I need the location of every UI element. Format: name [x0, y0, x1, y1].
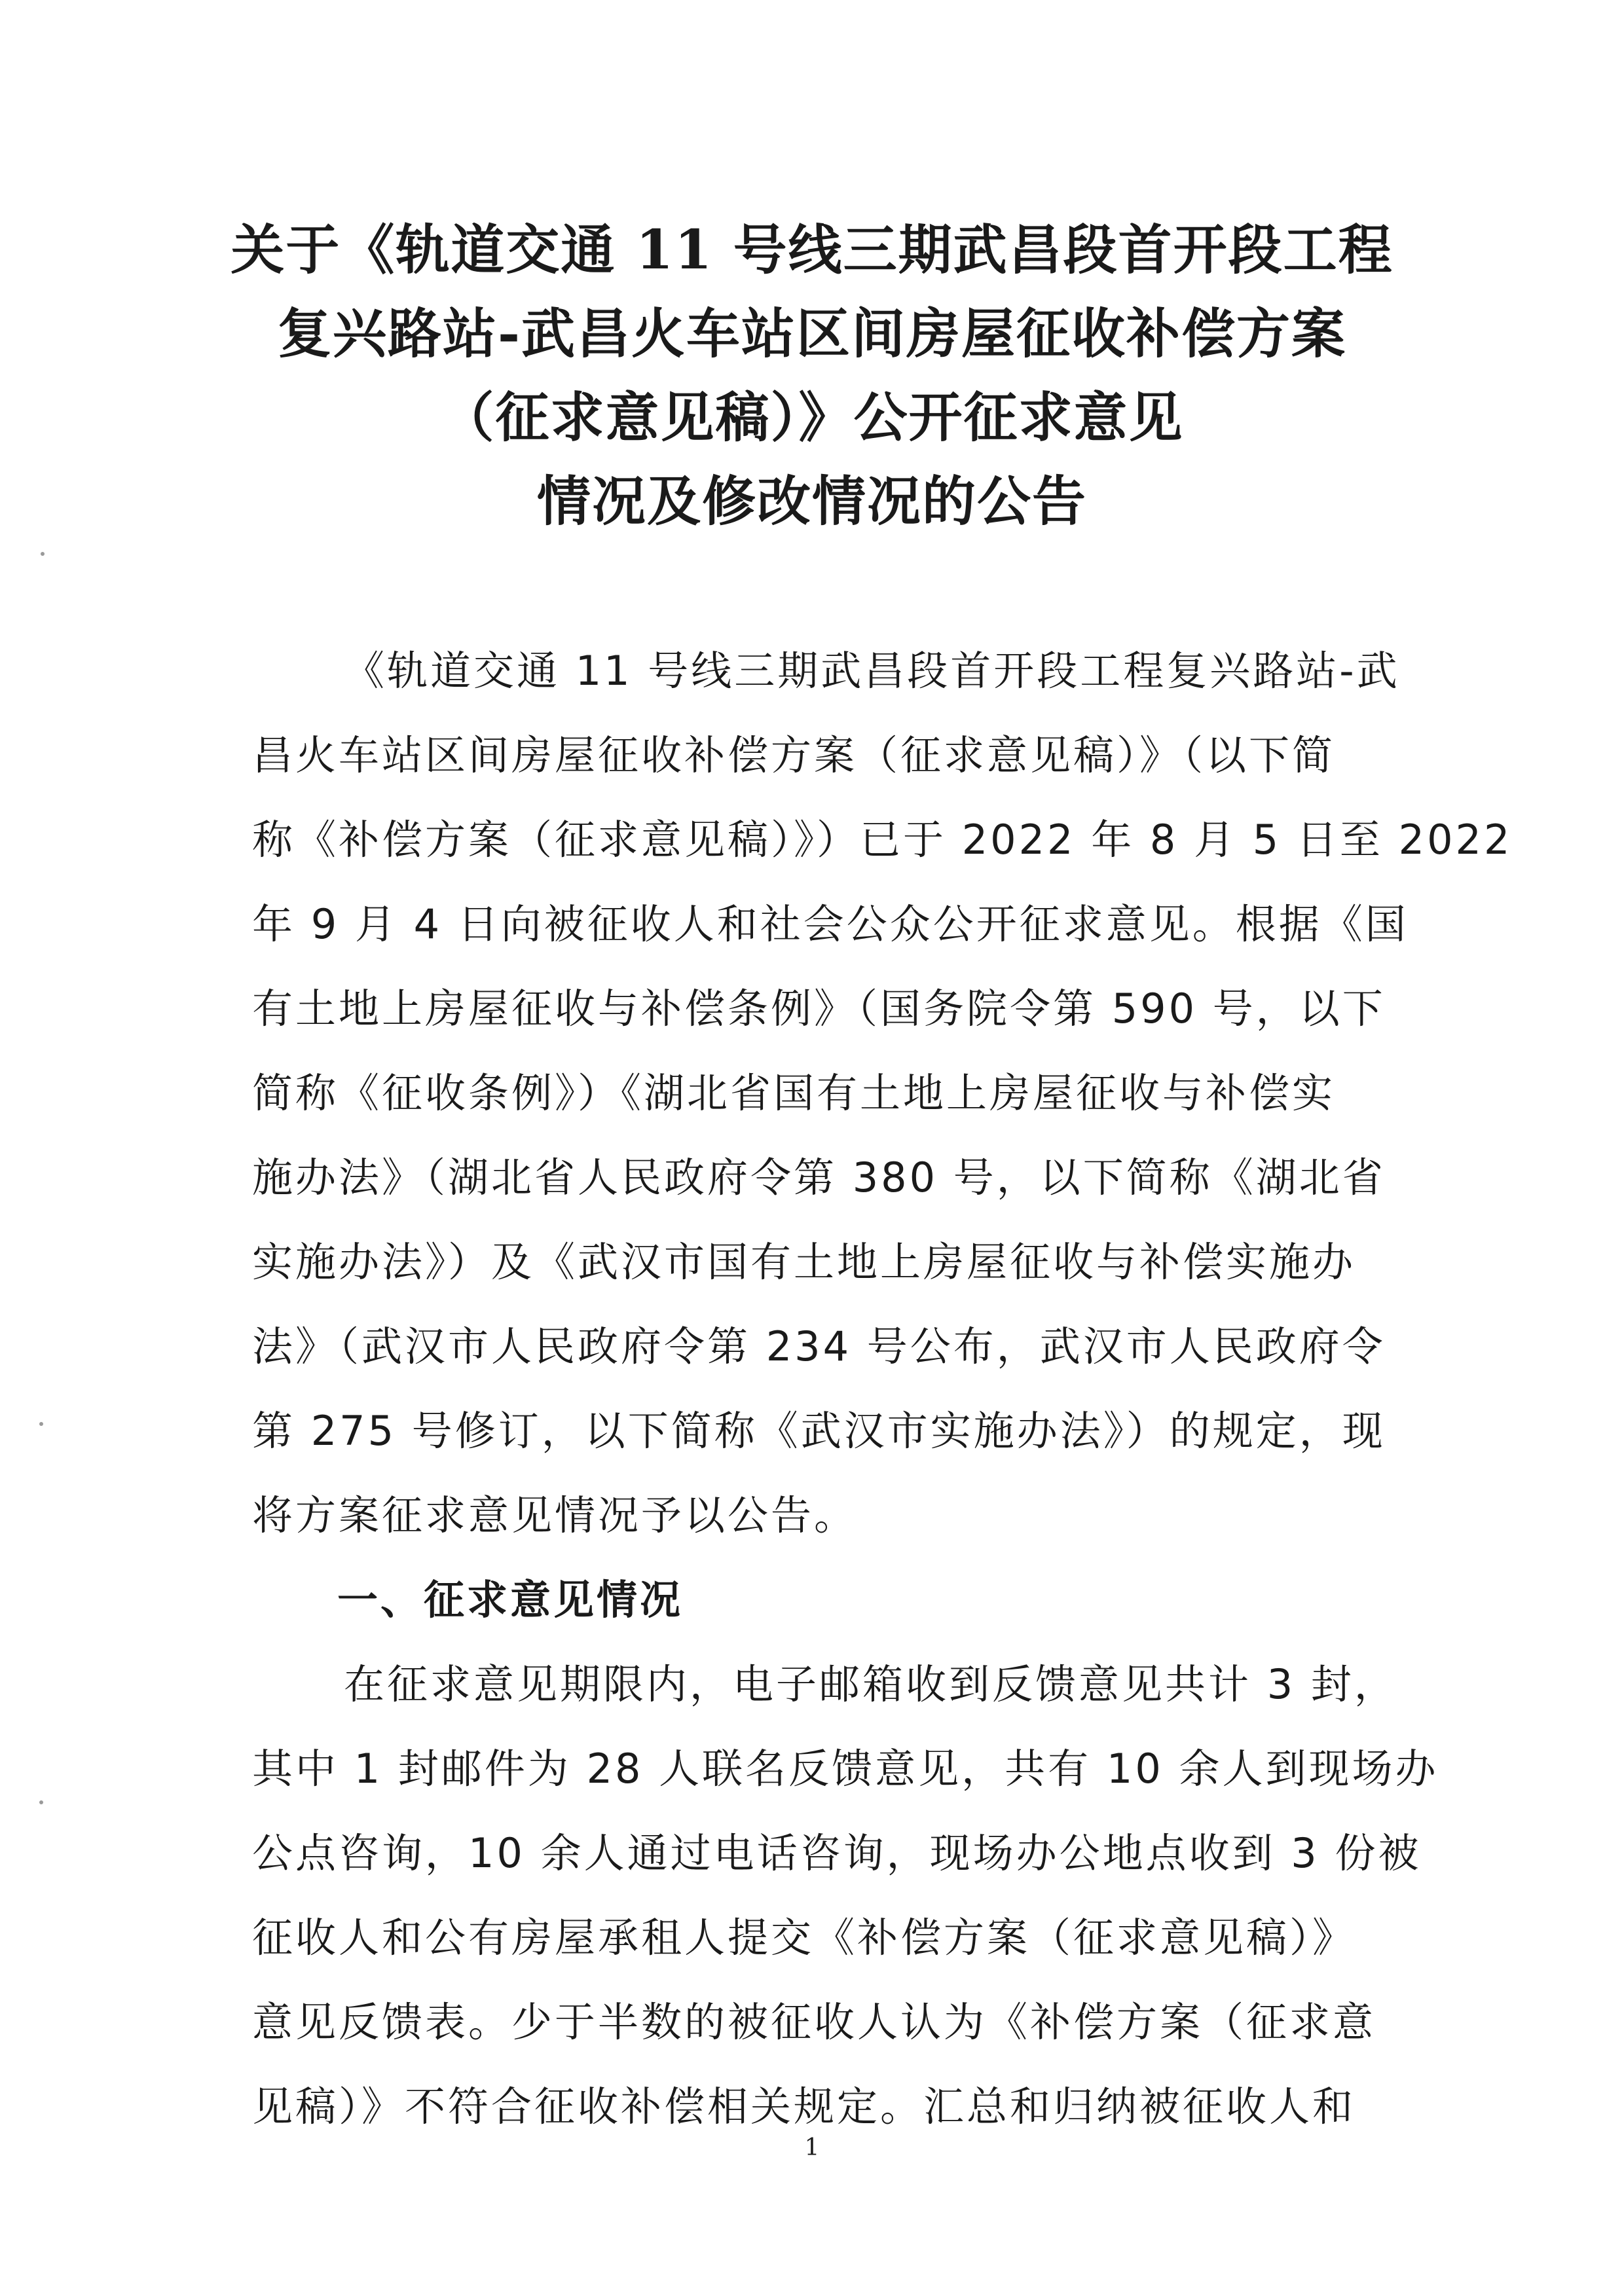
text-line: 意见反馈表。少于半数的被征收人认为《补偿方案（征求意	[252, 1998, 1376, 2046]
text-line: 称《补偿方案（征求意见稿）》）已于 2022 年 8 月 5 日至 2022	[252, 816, 1513, 864]
text-line: 法》（武汉市人民政府令第 234 号公布，武汉市人民政府令	[252, 1322, 1386, 1370]
text-line: 将方案征求意见情况予以公告。	[252, 1491, 858, 1539]
paragraph-intro	[252, 629, 1513, 1558]
title-line: （征求意见稿）》公开征求意见	[440, 386, 1184, 449]
text-line: 在征求意见期限内，电子邮箱收到反馈意见共计 3 封，	[344, 1660, 1397, 1708]
title-line: 情况及修改情况的公告	[536, 470, 1087, 533]
notice-body	[252, 629, 1513, 2149]
text-line: 实施办法》）及《武汉市国有土地上房屋征收与补偿实施办	[252, 1238, 1356, 1286]
text-line: 第 275 号修订，以下简称《武汉市实施办法》）的规定，现	[252, 1407, 1386, 1455]
notice-title	[164, 208, 1460, 543]
text-line: 简称《征收条例》）《湖北省国有土地上房屋征收与补偿实	[252, 1069, 1336, 1117]
title-line: 关于《轨道交通 11 号线三期武昌段首开段工程	[231, 219, 1393, 282]
text-line: 见稿）》不符合征收补偿相关规定。汇总和归纳被征收人和	[252, 2083, 1356, 2130]
text-line: 昌火车站区间房屋征收补偿方案（征求意见稿）》（以下简	[252, 731, 1336, 779]
text-line: 年 9 月 4 日向被征收人和社会公众公开征求意见。根据《国	[252, 900, 1409, 948]
scan-speck	[39, 1422, 43, 1426]
text-line: 公点咨询，10 余人通过电话咨询，现场办公地点收到 3 份被	[252, 1829, 1422, 1877]
text-line: 其中 1 封邮件为 28 人联名反馈意见，共有 10 余人到现场办	[252, 1745, 1439, 1793]
text-line: 施办法》（湖北省人民政府令第 380 号，以下简称《湖北省	[252, 1154, 1386, 1201]
scan-speck	[39, 1800, 43, 1804]
page-number: 1	[804, 2134, 820, 2161]
scan-speck	[41, 552, 45, 556]
text-line: 征收人和公有房屋承租人提交《补偿方案（征求意见稿）》	[252, 1914, 1356, 1961]
text-line: 有土地上房屋征收与补偿条例》（国务院令第 590 号，以下	[252, 985, 1386, 1032]
section-heading: 一、征求意见情况	[337, 1576, 684, 1624]
title-line: 复兴路站-武昌火车站区间房屋征收补偿方案	[277, 302, 1347, 365]
paragraph-feedback	[252, 1642, 1439, 2149]
text-line: 《轨道交通 11 号线三期武昌段首开段工程复兴路站-武	[344, 647, 1400, 695]
